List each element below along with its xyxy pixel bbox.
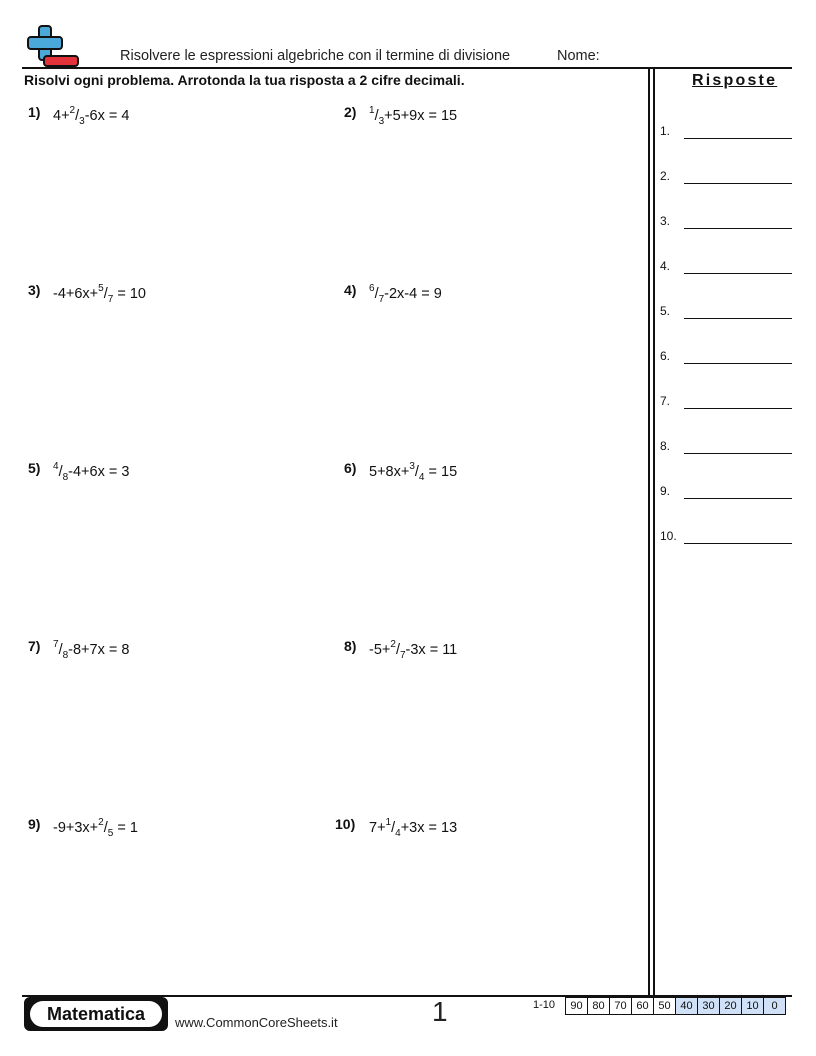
- problem-expression: [53, 817, 138, 839]
- expression-text: 7+: [369, 820, 386, 836]
- score-cell: 60: [631, 998, 653, 1014]
- problem-number: 9): [28, 816, 41, 832]
- answer-row: [660, 169, 794, 189]
- answer-number: 7.: [660, 394, 671, 408]
- problem-expression: [369, 105, 458, 127]
- score-cell: 90: [570, 1000, 583, 1012]
- answer-row: [660, 394, 794, 414]
- fraction-numerator: 1: [369, 105, 375, 116]
- answer-blank[interactable]: [684, 183, 792, 184]
- expression-text: -4+6x+: [53, 286, 99, 302]
- fraction-denominator: 7: [399, 650, 406, 661]
- site-url: www.CommonCoreSheets.it: [175, 1015, 338, 1030]
- expression-text: -4+6x = 3: [68, 464, 130, 480]
- answer-row: [660, 529, 794, 549]
- problem-number: 7): [28, 638, 41, 654]
- fraction-denominator: 8: [62, 650, 69, 661]
- score-cell: 10: [741, 998, 763, 1014]
- problem-expression: [53, 461, 130, 483]
- expression-text: -8+7x = 8: [68, 642, 130, 658]
- expression-text: /: [391, 820, 396, 836]
- answer-number: 5.: [660, 304, 671, 318]
- problem-expression: [369, 283, 442, 305]
- fraction-numerator: 5: [98, 283, 104, 294]
- fraction-numerator: 2: [390, 639, 396, 650]
- expression-text: /: [395, 642, 400, 658]
- expression-text: /: [103, 820, 108, 836]
- answer-blank[interactable]: [684, 543, 792, 544]
- answer-blank[interactable]: [684, 138, 792, 139]
- expression-text: /: [75, 108, 80, 124]
- problem-number: 10): [335, 816, 356, 832]
- expression-text: = 10: [113, 286, 146, 302]
- answer-number: 6.: [660, 349, 671, 363]
- answer-number: 9.: [660, 484, 671, 498]
- problem-expression: [53, 283, 146, 305]
- problem-expression: [369, 639, 458, 661]
- expression-text: /: [374, 108, 379, 124]
- fraction-numerator: 4: [53, 461, 59, 472]
- answer-blank[interactable]: [684, 318, 792, 319]
- score-cell: 80: [587, 998, 609, 1014]
- fraction-denominator: 8: [62, 472, 69, 483]
- worksheet-title: Risolvere le espressioni algebriche con il termine di divisione: [120, 48, 511, 64]
- answer-blank[interactable]: [684, 273, 792, 274]
- score-cell: 50: [653, 998, 675, 1014]
- expression-text: 5+8x+: [369, 464, 410, 480]
- problem-number: 1): [28, 104, 41, 120]
- name-label: Nome:: [557, 48, 600, 64]
- page-number: 1: [432, 996, 448, 1027]
- expression-text: -9+3x+: [53, 820, 99, 836]
- expression-text: 4+: [53, 108, 70, 124]
- answer-row: [660, 304, 794, 324]
- answer-number: 4.: [660, 259, 671, 273]
- answer-number: 10.: [660, 529, 677, 543]
- brand-label: Matematica: [30, 1001, 162, 1027]
- answer-blank[interactable]: [684, 228, 792, 229]
- fraction-denominator: 4: [418, 472, 425, 483]
- answer-number: 3.: [660, 214, 671, 228]
- problem-expression: [369, 461, 458, 483]
- fraction-numerator: 6: [369, 283, 375, 294]
- fraction-denominator: 7: [378, 294, 385, 305]
- answer-column-divider: [653, 68, 655, 997]
- instructions: Risolvi ogni problema. Arrotonda la tua risposta a 2 cifre decimali.: [24, 72, 465, 88]
- answer-number: 2.: [660, 169, 671, 183]
- problem-expression: [53, 639, 130, 661]
- problem-number: 2): [344, 104, 357, 120]
- expression-text: +3x = 13: [400, 820, 458, 836]
- score-range-label: 1-10: [533, 999, 556, 1011]
- answer-blank[interactable]: [684, 408, 792, 409]
- problem-expression: [53, 105, 130, 127]
- problem-number: 3): [28, 282, 41, 298]
- answer-number: 8.: [660, 439, 671, 453]
- answer-row: [660, 349, 794, 369]
- score-cell: 20: [719, 998, 741, 1014]
- problem-number: 4): [344, 282, 357, 298]
- score-table: [565, 997, 786, 1015]
- fraction-denominator: 3: [378, 116, 385, 127]
- problem-expression: [369, 817, 458, 839]
- answer-blank[interactable]: [684, 498, 792, 499]
- expression-text: -5+: [369, 642, 391, 658]
- math-logo-icon: [22, 24, 80, 68]
- answer-blank[interactable]: [684, 363, 792, 364]
- expression-text: /: [414, 464, 419, 480]
- expression-text: +5+9x = 15: [384, 108, 458, 124]
- fraction-denominator: 5: [107, 828, 114, 839]
- expression-text: /: [103, 286, 108, 302]
- score-cell: 40: [675, 998, 697, 1014]
- expression-text: -3x = 11: [405, 642, 458, 658]
- expression-text: /: [374, 286, 379, 302]
- answer-blank[interactable]: [684, 453, 792, 454]
- problem-number: 8): [344, 638, 357, 654]
- problem-number: 6): [344, 460, 357, 476]
- expression-text: /: [58, 642, 63, 658]
- fraction-denominator: 3: [79, 116, 85, 127]
- answer-number: 1.: [660, 124, 671, 138]
- score-cell: 70: [609, 998, 631, 1014]
- problem-number: 5): [28, 460, 41, 476]
- fraction-numerator: 3: [409, 461, 415, 472]
- expression-text: -2x-4 = 9: [384, 286, 442, 302]
- fraction-denominator: 7: [107, 294, 114, 305]
- answer-row: [660, 259, 794, 279]
- expression-text: = 1: [113, 820, 138, 836]
- answer-column-divider: [648, 68, 650, 997]
- answer-row: [660, 214, 794, 234]
- score-cell: 0: [763, 998, 785, 1014]
- fraction-denominator: 4: [395, 828, 401, 839]
- header-divider: [22, 67, 792, 69]
- answers-title: Risposte: [692, 72, 778, 89]
- fraction-numerator: 2: [69, 105, 76, 116]
- brand-badge: [24, 997, 168, 1031]
- answer-row: [660, 439, 794, 459]
- fraction-numerator: 1: [385, 817, 392, 828]
- expression-text: -6x = 4: [84, 108, 130, 124]
- answer-row: [660, 124, 794, 144]
- fraction-numerator: 7: [53, 639, 59, 650]
- expression-text: = 15: [424, 464, 458, 480]
- expression-text: /: [58, 464, 63, 480]
- score-cell: 30: [697, 998, 719, 1014]
- fraction-numerator: 2: [98, 817, 104, 828]
- answer-row: [660, 484, 794, 504]
